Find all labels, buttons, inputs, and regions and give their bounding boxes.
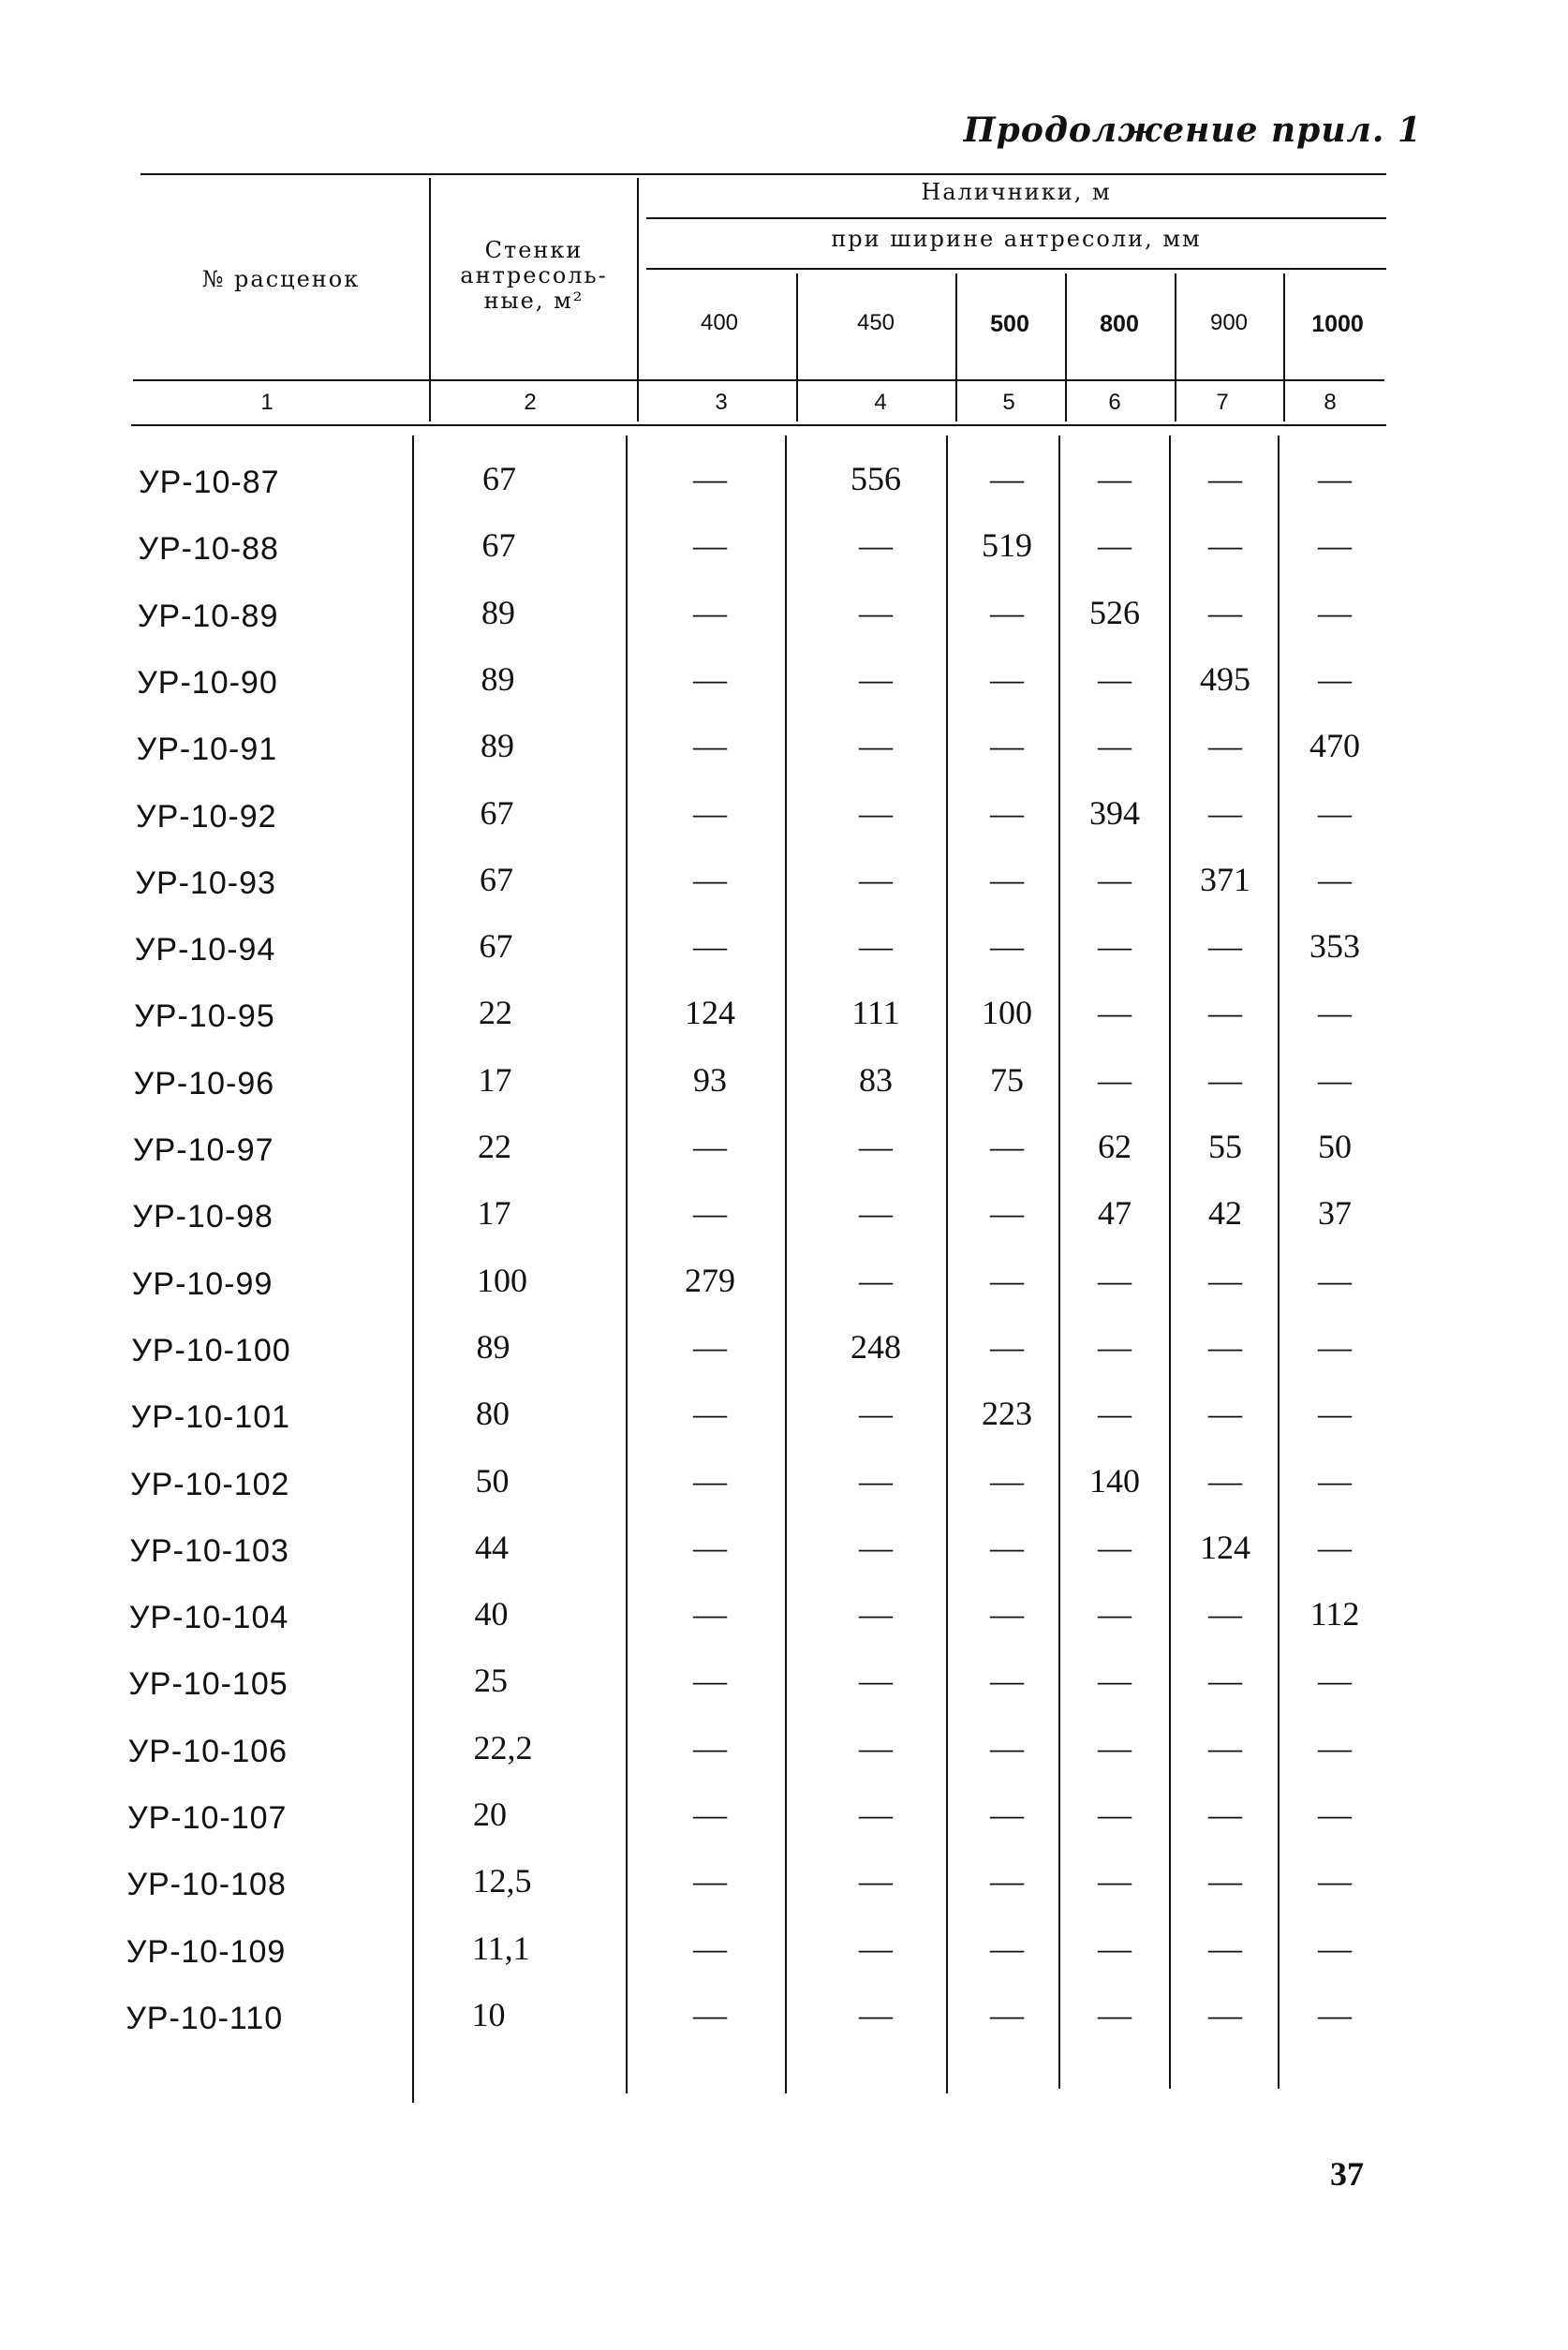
trim-value-cell: 47: [1098, 1194, 1132, 1232]
trim-value-cell: —: [859, 1996, 893, 2033]
trim-value-cell: 93: [693, 1061, 727, 1099]
col-divider-7: [1283, 273, 1285, 421]
trim-value-cell: —: [1318, 1462, 1352, 1500]
trim-value-cell: 37: [1318, 1194, 1352, 1232]
rate-code-cell: УР-10-101: [130, 1399, 291, 1435]
trim-value-cell: —: [990, 794, 1024, 832]
trim-value-cell: —: [990, 1529, 1024, 1566]
trim-value-cell: —: [1208, 1061, 1242, 1099]
walls-area-cell: 89: [481, 660, 515, 698]
walls-area-cell: 80: [476, 1395, 510, 1432]
trim-value-cell: —: [859, 594, 893, 631]
trim-value-cell: 248: [851, 1328, 901, 1366]
walls-area-cell: 17: [478, 1061, 512, 1099]
col-divider-5: [1065, 273, 1067, 421]
trim-value-cell: —: [990, 460, 1024, 497]
column-number-cell: 2: [524, 390, 537, 415]
walls-area-cell: 89: [476, 1328, 510, 1366]
col-divider-1: [429, 178, 431, 421]
trim-value-cell: —: [693, 1996, 727, 2033]
trim-value-cell: 124: [1200, 1529, 1250, 1566]
trim-value-cell: 111: [851, 994, 900, 1031]
trim-value-cell: —: [859, 727, 893, 764]
trim-value-cell: —: [1318, 1662, 1352, 1699]
trim-value-cell: 353: [1309, 927, 1360, 965]
trim-value-cell: —: [990, 1929, 1024, 1967]
trim-value-cell: —: [1318, 1262, 1352, 1299]
trim-header-rule: [646, 217, 1386, 219]
table-top-rule: [141, 173, 1386, 175]
trim-value-cell: —: [693, 660, 727, 698]
width-header-cell: 450: [856, 310, 895, 335]
header-rate-no: № расценок: [201, 266, 361, 292]
trim-value-cell: —: [693, 1796, 727, 1833]
rate-code-cell: УР-10-110: [126, 2001, 284, 2036]
trim-value-cell: —: [693, 1328, 727, 1366]
trim-value-cell: 556: [851, 460, 901, 497]
rate-code-cell: УР-10-105: [128, 1666, 288, 1702]
trim-value-cell: —: [1098, 1395, 1132, 1432]
trim-value-cell: 50: [1318, 1128, 1352, 1165]
trim-value-cell: —: [1208, 594, 1242, 631]
trim-value-cell: —: [1208, 927, 1242, 965]
trim-value-cell: —: [1208, 1462, 1242, 1500]
trim-value-cell: —: [1098, 927, 1132, 965]
rate-code-cell: УР-10-91: [136, 732, 278, 767]
trim-value-cell: —: [1318, 861, 1352, 898]
trim-value-cell: —: [859, 1262, 893, 1299]
trim-value-cell: —: [693, 1929, 727, 1967]
trim-value-cell: —: [990, 727, 1024, 764]
trim-value-cell: 55: [1208, 1128, 1242, 1165]
rate-code-cell: УР-10-109: [126, 1934, 287, 1970]
col-divider-4: [946, 436, 948, 2093]
col-divider-4: [955, 273, 957, 421]
walls-area-cell: 67: [479, 927, 513, 965]
trim-value-cell: 62: [1098, 1128, 1132, 1165]
rate-code-cell: УР-10-96: [133, 1066, 275, 1101]
trim-value-cell: —: [990, 660, 1024, 698]
trim-value-cell: —: [1208, 1262, 1242, 1299]
trim-value-cell: —: [693, 1862, 727, 1899]
trim-value-cell: —: [1318, 526, 1352, 564]
trim-value-cell: —: [1318, 1395, 1352, 1432]
trim-value-cell: 223: [982, 1395, 1032, 1432]
width-header-rule: [646, 268, 1386, 270]
trim-value-cell: —: [990, 1262, 1024, 1299]
column-number-cell: 8: [1324, 390, 1337, 415]
trim-value-cell: —: [859, 861, 893, 898]
col-divider-3: [796, 273, 798, 421]
trim-value-cell: —: [1098, 460, 1132, 497]
col-divider-3: [785, 436, 787, 2093]
walls-area-cell: 12,5: [472, 1862, 532, 1899]
walls-area-cell: 67: [480, 861, 513, 898]
walls-area-cell: 50: [475, 1462, 510, 1500]
col-divider-6: [1175, 273, 1176, 421]
trim-value-cell: —: [693, 460, 727, 497]
trim-value-cell: —: [693, 1194, 727, 1232]
trim-value-cell: —: [693, 1128, 727, 1165]
trim-value-cell: —: [1208, 526, 1242, 564]
header-walls-line: ные, м²: [483, 287, 584, 314]
trim-value-cell: —: [1318, 1796, 1352, 1833]
rate-code-cell: УР-10-95: [134, 998, 275, 1034]
header-walls-line: Стенки: [484, 237, 584, 263]
trim-value-cell: —: [990, 1662, 1024, 1699]
trim-value-cell: —: [1098, 861, 1132, 898]
walls-area-cell: 100: [477, 1262, 527, 1299]
trim-value-cell: 519: [982, 526, 1032, 564]
trim-value-cell: —: [1208, 994, 1242, 1031]
trim-value-cell: —: [1208, 1796, 1242, 1833]
trim-value-cell: —: [1208, 727, 1242, 764]
col-divider-2: [637, 178, 639, 421]
walls-area-cell: 67: [480, 794, 514, 832]
trim-value-cell: —: [1208, 1395, 1242, 1432]
trim-value-cell: —: [1318, 1729, 1352, 1766]
trim-value-cell: —: [1318, 460, 1352, 497]
header-walls-line: антресоль-: [460, 261, 608, 288]
trim-value-cell: —: [859, 1128, 893, 1165]
walls-area-cell: 22,2: [473, 1729, 533, 1766]
trim-value-cell: —: [1318, 1529, 1352, 1566]
rate-code-cell: УР-10-99: [131, 1266, 274, 1302]
rate-code-cell: УР-10-103: [129, 1533, 289, 1569]
header-bottom-rule: [133, 379, 1384, 381]
width-header-cell: 400: [700, 310, 739, 335]
trim-value-cell: 371: [1200, 861, 1250, 898]
trim-value-cell: 140: [1089, 1462, 1140, 1500]
rate-code-cell: УР-10-100: [131, 1333, 291, 1368]
col-divider-2: [626, 436, 628, 2093]
trim-value-cell: —: [1098, 526, 1132, 564]
trim-value-cell: —: [990, 1796, 1024, 1833]
trim-value-cell: 470: [1309, 727, 1360, 764]
rate-code-cell: УР-10-107: [127, 1800, 288, 1836]
trim-value-cell: —: [1098, 994, 1132, 1031]
trim-value-cell: —: [1098, 1595, 1132, 1633]
trim-value-cell: —: [1318, 1328, 1352, 1366]
trim-value-cell: —: [859, 660, 893, 698]
trim-value-cell: 526: [1089, 594, 1140, 631]
walls-area-cell: 22: [479, 994, 512, 1031]
trim-value-cell: 394: [1089, 794, 1140, 832]
trim-value-cell: —: [693, 1529, 727, 1566]
column-number-cell: 1: [260, 390, 274, 415]
trim-value-cell: —: [1098, 1328, 1132, 1366]
trim-value-cell: 83: [859, 1061, 893, 1099]
trim-value-cell: —: [1098, 1996, 1132, 2033]
trim-value-cell: —: [990, 1729, 1024, 1766]
trim-value-cell: —: [693, 927, 727, 965]
trim-value-cell: —: [1208, 1662, 1242, 1699]
rate-code-cell: УР-10-106: [127, 1734, 288, 1769]
trim-value-cell: 42: [1208, 1194, 1242, 1232]
trim-value-cell: —: [1318, 594, 1352, 631]
header-walls: [433, 238, 635, 314]
trim-value-cell: —: [693, 594, 727, 631]
trim-value-cell: 100: [982, 994, 1032, 1031]
rate-code-cell: УР-10-93: [135, 865, 276, 901]
header-trim: Наличники, м: [921, 179, 1112, 205]
trim-value-cell: —: [1098, 1262, 1132, 1299]
trim-value-cell: —: [693, 794, 727, 832]
trim-value-cell: —: [1208, 1328, 1242, 1366]
trim-value-cell: —: [1318, 660, 1352, 698]
trim-value-cell: —: [693, 861, 727, 898]
rate-code-cell: УР-10-88: [138, 531, 279, 567]
rate-code-cell: УР-10-98: [132, 1199, 274, 1234]
trim-value-cell: —: [1318, 994, 1352, 1031]
walls-area-cell: 22: [478, 1128, 511, 1165]
trim-value-cell: —: [1098, 1529, 1132, 1566]
walls-area-cell: 89: [481, 727, 514, 764]
rate-code-cell: УР-10-108: [126, 1867, 287, 1902]
trim-value-cell: —: [1318, 1929, 1352, 1967]
trim-value-cell: —: [1208, 1996, 1242, 2033]
walls-area-cell: 20: [473, 1796, 507, 1833]
trim-value-cell: —: [1098, 1662, 1132, 1699]
column-number-cell: 4: [874, 390, 887, 415]
trim-value-cell: 495: [1200, 660, 1250, 698]
trim-value-cell: —: [990, 1595, 1024, 1633]
walls-area-cell: 25: [474, 1662, 508, 1699]
trim-value-cell: —: [1098, 1729, 1132, 1766]
width-header-cell: 500: [990, 311, 1029, 337]
header-antresol-width: при ширине антресоли, мм: [831, 226, 1202, 252]
trim-value-cell: —: [990, 1996, 1024, 2033]
column-number-cell: 7: [1216, 390, 1229, 415]
trim-value-cell: —: [990, 1128, 1024, 1165]
rate-code-cell: УР-10-89: [137, 599, 279, 634]
trim-value-cell: —: [859, 1595, 893, 1633]
trim-value-cell: —: [1098, 1796, 1132, 1833]
trim-value-cell: —: [859, 927, 893, 965]
trim-value-cell: —: [859, 1729, 893, 1766]
page-number: 37: [1330, 2155, 1364, 2193]
trim-value-cell: —: [693, 1662, 727, 1699]
trim-value-cell: 75: [990, 1061, 1024, 1099]
trim-value-cell: —: [990, 1328, 1024, 1366]
trim-value-cell: —: [1208, 1862, 1242, 1899]
trim-value-cell: —: [693, 1462, 727, 1500]
trim-value-cell: —: [990, 861, 1024, 898]
trim-value-cell: —: [1208, 460, 1242, 497]
column-number-cell: 3: [715, 390, 728, 415]
trim-value-cell: —: [859, 1929, 893, 1967]
trim-value-cell: —: [859, 1662, 893, 1699]
rate-code-cell: УР-10-104: [128, 1600, 289, 1635]
trim-value-cell: —: [1318, 794, 1352, 832]
trim-value-cell: —: [1098, 1862, 1132, 1899]
rate-code-cell: УР-10-87: [139, 465, 280, 500]
trim-value-cell: 279: [685, 1262, 735, 1299]
trim-value-cell: —: [990, 1194, 1024, 1232]
trim-value-cell: —: [990, 594, 1024, 631]
trim-value-cell: —: [990, 927, 1024, 965]
walls-area-cell: 11,1: [472, 1929, 530, 1967]
trim-value-cell: —: [693, 526, 727, 564]
width-header-cell: 900: [1209, 310, 1249, 335]
trim-value-cell: —: [1208, 1929, 1242, 1967]
walls-area-cell: 10: [471, 1996, 506, 2033]
trim-value-cell: —: [693, 727, 727, 764]
trim-value-cell: —: [859, 1462, 893, 1500]
trim-value-cell: —: [859, 526, 893, 564]
trim-value-cell: —: [1098, 660, 1132, 698]
trim-value-cell: —: [1318, 1996, 1352, 2033]
trim-value-cell: —: [990, 1862, 1024, 1899]
trim-value-cell: —: [859, 1395, 893, 1432]
trim-value-cell: —: [859, 1796, 893, 1833]
walls-area-cell: 17: [477, 1194, 511, 1232]
rate-code-cell: УР-10-102: [130, 1467, 290, 1502]
width-header-cell: 1000: [1311, 311, 1364, 337]
trim-value-cell: —: [859, 1529, 893, 1566]
walls-area-cell: 40: [474, 1595, 509, 1633]
col-divider-1: [412, 436, 414, 2103]
trim-value-cell: —: [1318, 1862, 1352, 1899]
column-numbers-rule: [131, 424, 1386, 426]
trim-value-cell: —: [990, 1462, 1024, 1500]
trim-value-cell: —: [859, 1194, 893, 1232]
trim-value-cell: —: [1098, 1061, 1132, 1099]
trim-value-cell: —: [1098, 727, 1132, 764]
trim-value-cell: —: [859, 794, 893, 832]
continuation-note: Продолжение прил. 1: [963, 111, 1422, 150]
trim-value-cell: —: [693, 1595, 727, 1633]
trim-value-cell: —: [1208, 1729, 1242, 1766]
walls-area-cell: 67: [481, 526, 516, 564]
trim-value-cell: —: [693, 1729, 727, 1766]
column-number-cell: 5: [1002, 390, 1015, 415]
rate-code-cell: УР-10-97: [133, 1132, 274, 1168]
trim-value-cell: —: [1208, 794, 1242, 832]
walls-area-cell: 44: [475, 1529, 509, 1566]
rate-code-cell: УР-10-90: [137, 665, 278, 701]
trim-value-cell: 124: [685, 994, 735, 1031]
rate-code-cell: УР-10-92: [136, 799, 277, 835]
column-number-cell: 6: [1108, 390, 1121, 415]
trim-value-cell: —: [859, 1862, 893, 1899]
walls-area-cell: 67: [482, 460, 516, 497]
trim-value-cell: 112: [1309, 1595, 1360, 1633]
width-header-cell: 800: [1100, 311, 1139, 337]
trim-value-cell: —: [693, 1395, 727, 1432]
walls-area-cell: 89: [481, 594, 515, 631]
trim-value-cell: —: [1318, 1061, 1352, 1099]
trim-value-cell: —: [1208, 1595, 1242, 1633]
rate-code-cell: УР-10-94: [134, 932, 276, 968]
trim-value-cell: —: [1098, 1929, 1132, 1967]
